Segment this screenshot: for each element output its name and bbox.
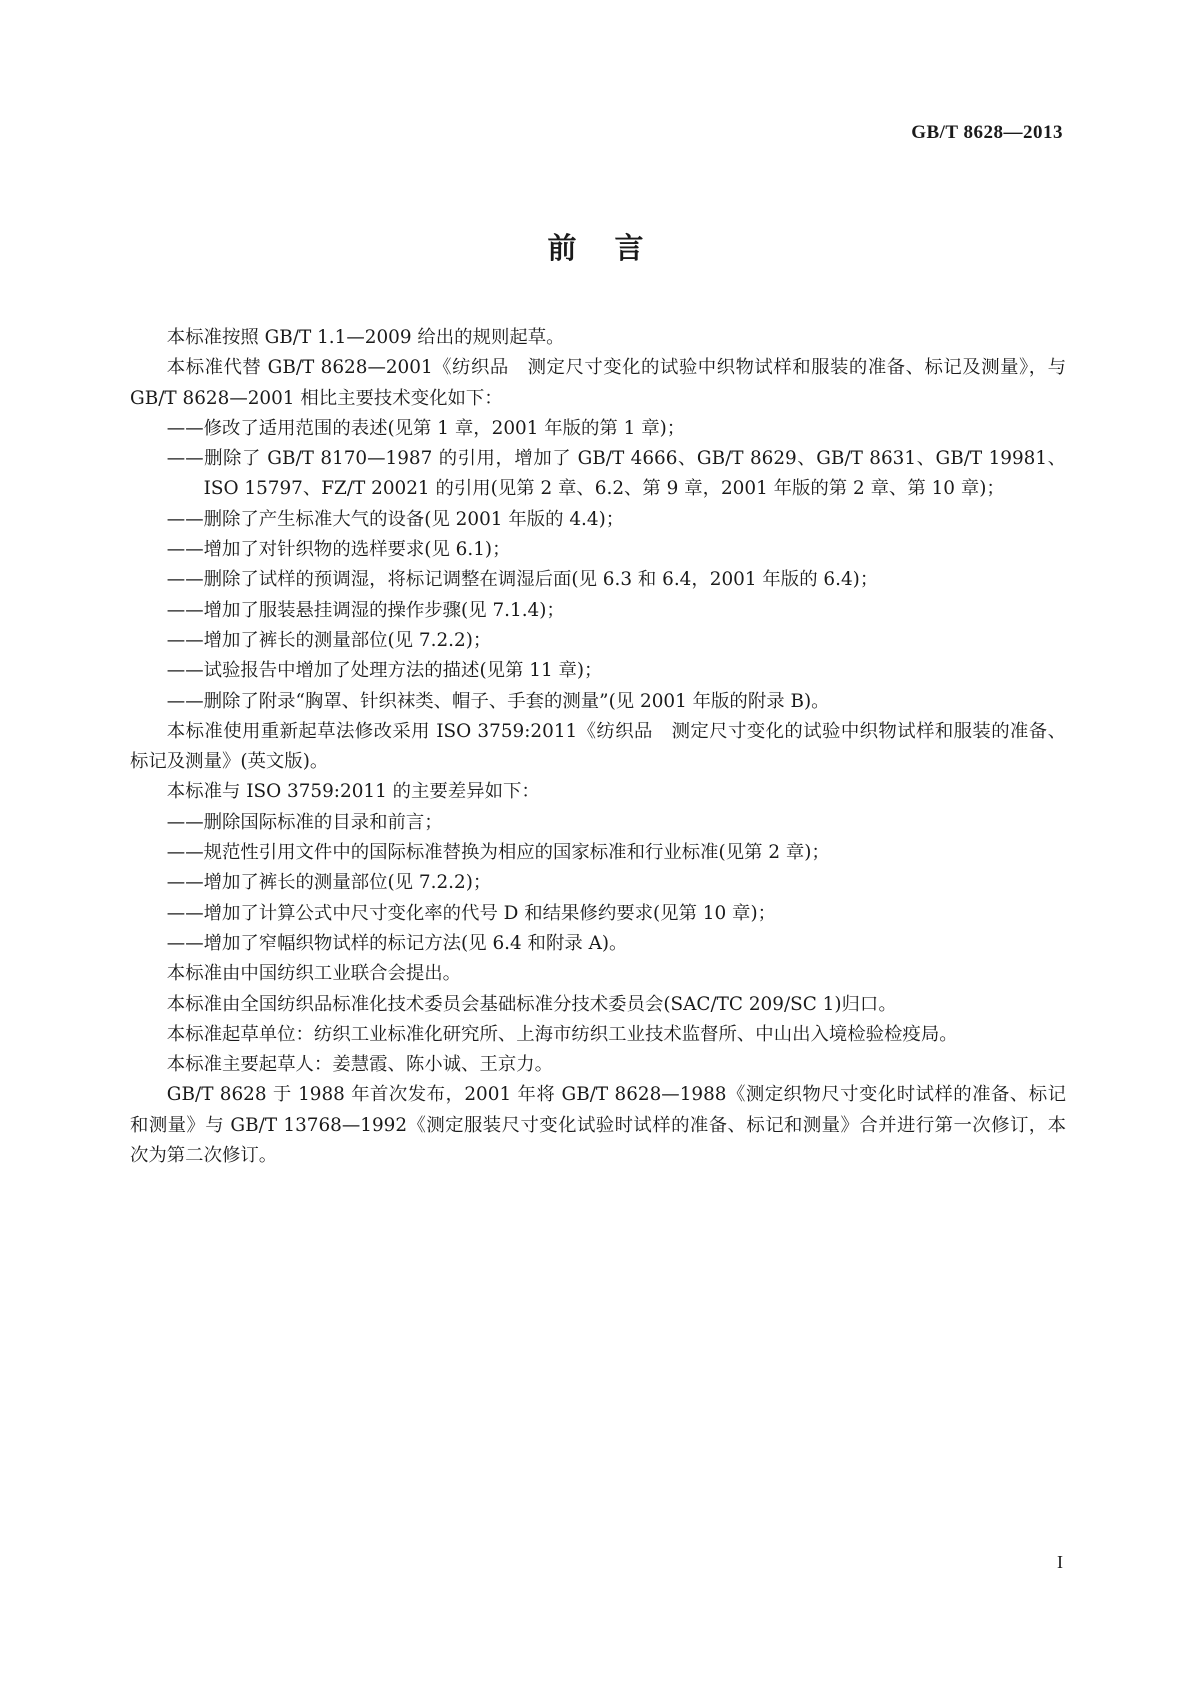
change-list-item: ——删除了试样的预调湿，将标记调整在调湿后面(见 6.3 和 6.4，2001 年版的 6.4)； [166,569,879,591]
paragraph: 本标准按照 GB/T 1.1—2009 给出的规则起草。 [166,327,565,348]
paragraph: 本标准由中国纺织工业联合会提出。 [166,963,462,985]
difference-list-item: ——删除国际标准的目录和前言； [166,811,443,833]
page-title: 前言 [547,231,682,265]
paragraph: 本标准与 ISO 3759:2011 的主要差异如下： [166,781,540,803]
paragraph: 本标准主要起草人：姜慧霞、陈小诚、王京力。 [166,1054,554,1076]
paragraph: 本标准使用重新起草法修改采用 ISO 3759:2011《纺织品 测定尺寸变化的试验中织物试样和服装的准备、标记及测量》(英文版)。 [130,720,1066,773]
change-list-item: ——试验报告中增加了处理方法的描述(见第 11 章)； [166,660,603,682]
paragraph: 本标准起草单位：纺织工业标准化研究所、上海市纺织工业技术监督所、中山出入境检验检疫局。 [166,1023,958,1045]
change-list-item: ——增加了裤长的测量部位(见 7.2.2)； [166,629,492,651]
change-list-item: ——修改了适用范围的表述(见第 1 章，2001 年版的第 1 章)； [166,417,686,439]
change-list-item: ——删除了附录“胸罩、针织袜类、帽子、手套的测量”(见 2001 年版的附录 B)。 [166,690,830,712]
change-list-item: ——删除了产生标准大气的设备(见 2001 年版的 4.4)； [166,508,625,530]
change-list-item: ——删除了 GB/T 8170—1987 的引用，增加了 GB/T 4666、GB/T 8629、GB/T 8631、GB/T 19981、ISO 15797、FZ/T 20021 的引用(见第 2 章、6.2、第 9 章，2001 年版的第 2 章、第 10 章)； [166,448,1066,500]
paragraph: 本标准代替 GB/T 8628—2001《纺织品 测定尺寸变化的试验中织物试样和服装的准备、标记及测量》，与 GB/T 8628—2001 相比主要技术变化如下： [130,357,1066,409]
paragraph: GB/T 8628 于 1988 年首次发布，2001 年将 GB/T 8628—1988《测定织物尺寸变化时试样的准备、标记和测量》与 GB/T 13768—1992《测定服装尺寸变化试验时试样的准备、标记和测量》合并进行第一次修订，本次为第二次修订。 [130,1084,1066,1167]
paragraph: 本标准由全国纺织品标准化技术委员会基础标准分技术委员会(SAC/TC 209/SC 1)归口。 [166,993,897,1015]
foreword-body [130,323,1066,1171]
change-list-item: ——增加了服装悬挂调湿的操作步骤(见 7.1.4)； [166,599,565,621]
difference-list-item: ——规范性引用文件中的国际标准替换为相应的国家标准和行业标准(见第 2 章)； [166,842,830,864]
difference-list-item: ——增加了窄幅织物试样的标记方法(见 6.4 和附录 A)。 [166,932,628,954]
difference-list-item: ——增加了计算公式中尺寸变化率的代号 D 和结果修约要求(见第 10 章)； [166,902,777,924]
page-number: I [1057,1552,1063,1572]
difference-list-item: ——增加了裤长的测量部位(见 7.2.2)； [166,872,492,894]
change-list-item: ——增加了对针织物的选样要求(见 6.1)； [166,539,511,561]
standard-number: GB/T 8628—2013 [911,122,1063,143]
